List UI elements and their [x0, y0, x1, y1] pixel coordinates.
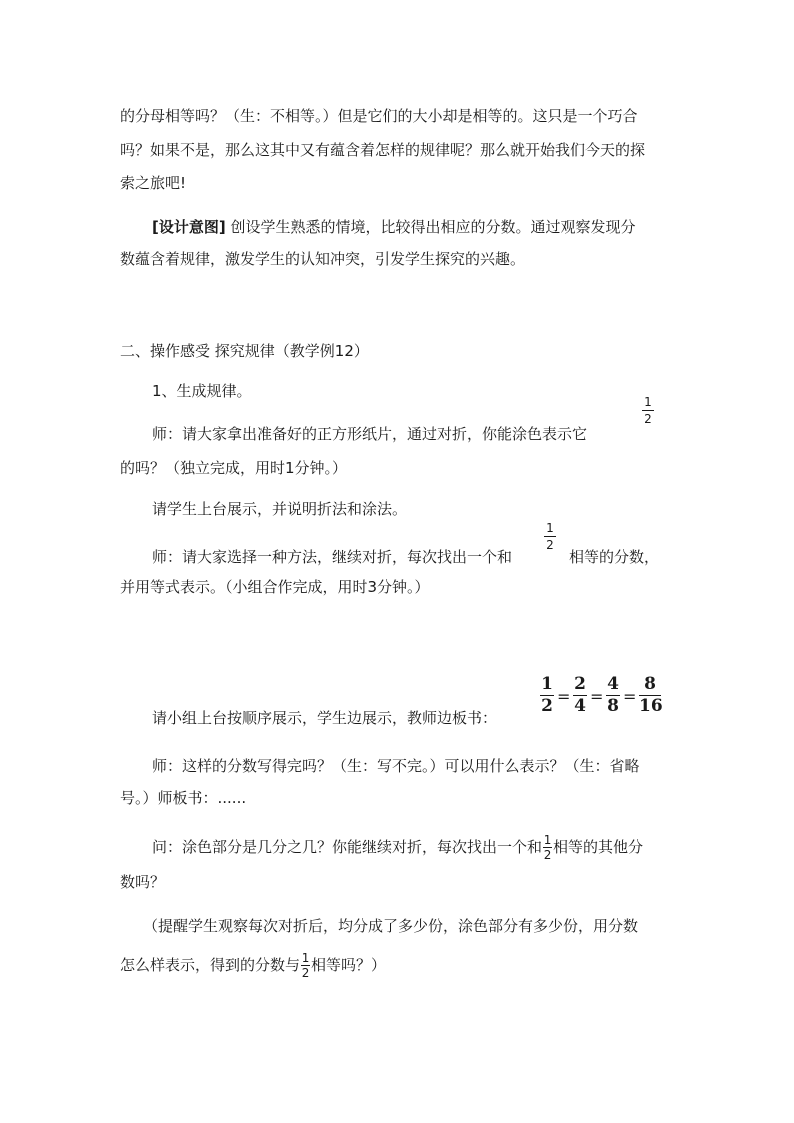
text-line: 的分母相等吗？（生：不相等。）但是它们的大小却是相等的。这只是一个巧合: [120, 107, 638, 125]
text-line: 数吗？: [120, 873, 166, 891]
equals-sign: =: [623, 687, 637, 706]
equation-fraction: [573, 676, 587, 715]
text-line: 请学生上台展示，并说明折法和涂法。: [152, 500, 408, 518]
question-text: 相等的其他分: [553, 838, 644, 856]
equation-denominator: 4: [574, 696, 586, 716]
equation-fraction: [606, 676, 620, 715]
text-line: 师：这样的分数写得完吗？（生：写不完。）可以用什么表示？（生：省略: [152, 757, 640, 775]
fraction-denominator: 2: [546, 538, 554, 552]
hint-text: 相等吗？）: [311, 956, 387, 974]
design-intent-label: [设计意图]: [152, 218, 226, 236]
fraction-numerator: 1: [546, 521, 554, 535]
section-heading: 二、操作感受 探究规律（教学例12）: [120, 342, 369, 360]
text-line: 并用等式表示。（小组合作完成，用时3分钟。）: [120, 578, 430, 596]
fraction-numerator: 1: [301, 951, 310, 965]
equals-sign: =: [590, 687, 604, 706]
text-line: 的吗？（独立完成，用时1分钟。）: [120, 459, 348, 477]
fraction-denominator: 2: [644, 412, 652, 426]
text-line: （提醒学生观察每次对折后，均分成了多少份，涂色部分有多少份，用分数: [143, 917, 639, 935]
text-line: 数蕴含着规律，激发学生的认知冲突，引发学生探究的兴趣。: [120, 250, 526, 268]
design-intent-text: 创设学生熟悉的情境，比较得出相应的分数。通过观察发现分: [225, 218, 636, 236]
text-line: 师：请大家拿出准备好的正方形纸片，通过对折，你能涂色表示它: [152, 425, 588, 443]
fraction-denominator: 2: [301, 966, 310, 980]
equals-sign: =: [557, 687, 571, 706]
text-line: [152, 834, 643, 861]
fraction-half: [642, 396, 654, 425]
fraction-bar: [544, 536, 556, 537]
fraction-numerator: 1: [644, 395, 652, 409]
text-line: 师：请大家选择一种方法，继续对折，每次找出一个和: [152, 548, 513, 566]
fraction-half: [544, 522, 556, 551]
text-line: 吗？如果不是，那么这其中又有蕴含着怎样的规律呢？那么就开始我们今天的探: [120, 141, 646, 159]
equation-denominator: 8: [607, 696, 619, 716]
fraction-half: [301, 952, 310, 979]
equation-numerator: 8: [644, 674, 656, 694]
fraction-half: [543, 834, 552, 861]
equation-numerator: 4: [607, 674, 619, 694]
fraction-numerator: 1: [543, 833, 552, 847]
text-line: 号。）师板书：......: [120, 789, 247, 807]
equation-denominator: 16: [639, 696, 663, 716]
equation-numerator: 1: [541, 674, 553, 694]
hint-text: 怎么样表示，得到的分数与: [120, 956, 301, 974]
equation-numerator: 2: [574, 674, 586, 694]
text-line: 1、生成规律。: [152, 382, 252, 400]
text-line: 请小组上台按顺序展示，学生边展示，教师边板书：: [152, 709, 498, 727]
equation-fraction: [639, 676, 661, 715]
fraction-denominator: 2: [543, 848, 552, 862]
equation-denominator: 2: [541, 696, 553, 716]
design-intent-line: [152, 217, 636, 237]
text-line: [120, 952, 386, 979]
fraction-bar: [642, 410, 654, 411]
text-line: 索之旅吧!: [120, 174, 187, 192]
text-line: 相等的分数，: [569, 548, 660, 566]
equation-fraction: [540, 676, 554, 715]
question-text: 问：涂色部分是几分之几？你能继续对折，每次找出一个和: [152, 838, 543, 856]
